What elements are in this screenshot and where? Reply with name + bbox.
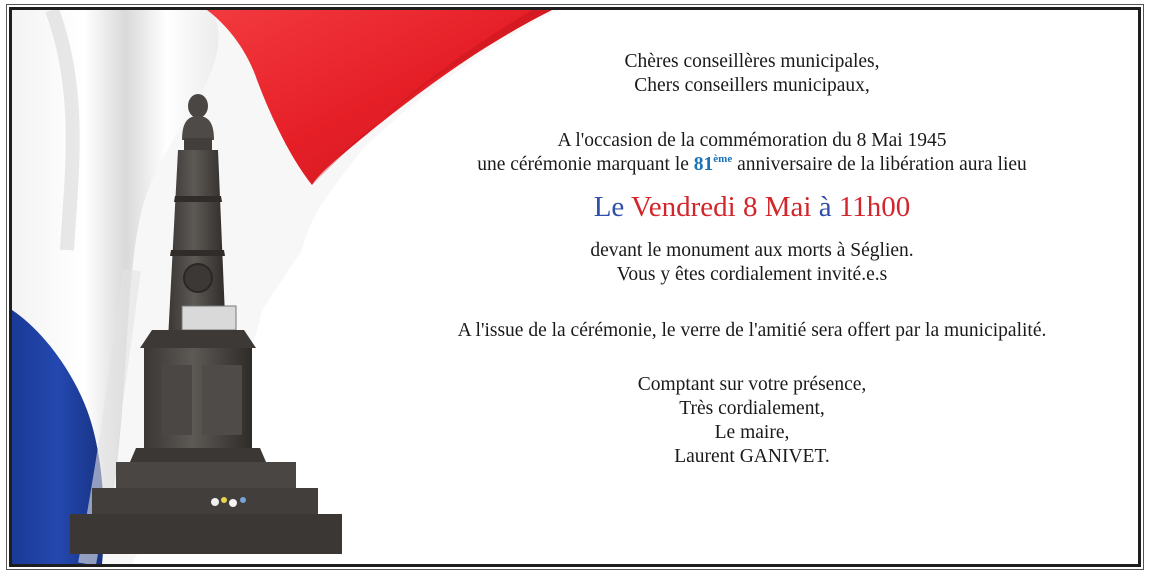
after-ceremony-line: A l'issue de la cérémonie, le verre de l'amitié sera offert par la municipalité. <box>457 320 1047 341</box>
closing-line-3: Le maire, <box>714 422 790 443</box>
anniversary-number <box>694 154 732 175</box>
closing-line-1: Comptant sur votre présence, <box>637 374 867 395</box>
occasion-line-1: A l'occasion de la commémoration du 8 Mai 1945 <box>557 130 947 151</box>
location-line-2: Vous y êtes cordialement invité.e.s <box>616 264 888 285</box>
occasion-text-after: anniversaire de la libération aura lieu <box>737 154 1027 175</box>
closing-line-2: Très cordialement, <box>679 398 825 419</box>
anniversary-ordinal-number: 81 <box>693 154 714 175</box>
date-day: Vendredi 8 Mai <box>631 191 812 223</box>
invitation-card <box>9 7 1141 567</box>
occasion-text-before: une cérémonie marquant le <box>477 154 689 175</box>
anniversary-ordinal-suffix: ème <box>713 153 733 165</box>
date-a: à <box>818 191 832 223</box>
salutation-line-2: Chers conseillers municipaux, <box>634 75 870 96</box>
location-line-1: devant le monument aux morts à Séglien. <box>590 240 914 261</box>
date-le: Le <box>593 191 625 223</box>
occasion-line-2 <box>357 153 1141 177</box>
invitation-text <box>357 50 1141 469</box>
signature-name: Laurent GANIVET. <box>674 446 830 467</box>
salutation-line-1: Chères conseillères municipales, <box>624 51 880 72</box>
date-time: 11h00 <box>838 191 911 223</box>
event-date-time <box>357 190 1141 224</box>
